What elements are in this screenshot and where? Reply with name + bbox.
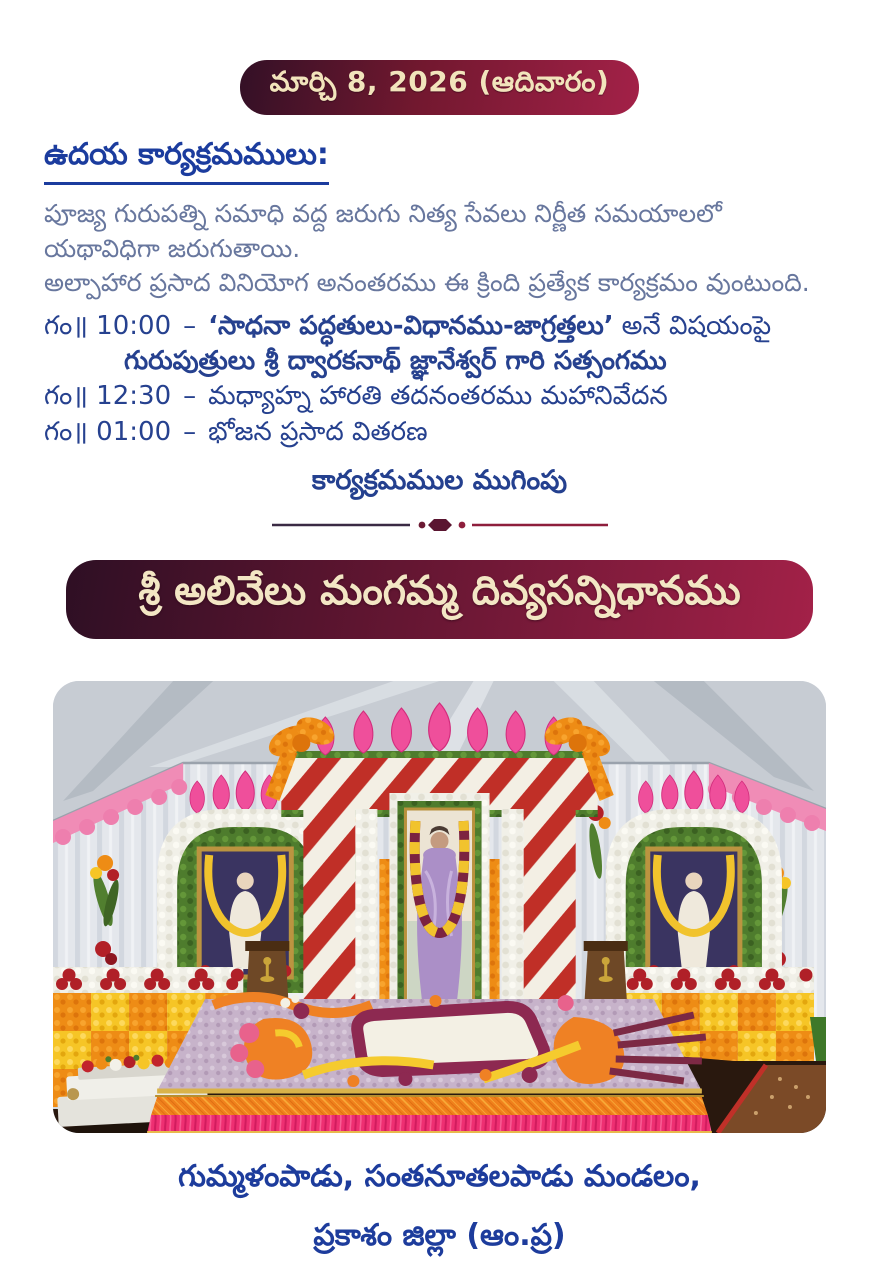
topic-suffix: అనే విషయంపై [621,310,772,341]
shrine-photo [53,681,826,1133]
intro-line: అల్పాహార ప్రసాద వినియోగ అనంతరము ఈ క్రింది ప్రత్యేక కార్యక్రమం వుంటుంది. [44,268,810,297]
schedule-item [44,379,835,414]
morning-programs-heading: ఉదయ కార్యక్రమములు: [44,137,329,185]
event-banner: శ్రీ అలివేలు మంగమ్మ దివ్యసన్నిధానము [66,560,813,639]
closing-line: కార్యక్రమముల ముగింపు [311,464,568,496]
schedule-text: భోజన ప్రసాద వితరణ [208,416,428,447]
location-line-1: గుమ్మళంపాడు, సంతనూతలపాడు మండలం, [178,1158,701,1194]
schedule-item [44,309,835,344]
time-label: గం॥ 10:00 [44,310,172,341]
shrine-photo-illustration [53,681,826,1133]
time-label: గం॥ 01:00 [44,416,172,447]
location-line-2: ప్రకాశం జిల్లా (ఆం.ప్ర) [313,1217,566,1253]
schedule-list [44,309,835,450]
dash: – [183,310,197,341]
divider-ornament-icon [270,514,610,536]
time-label: గం॥ 12:30 [44,381,172,412]
speaker-line: గురుపుత్రులు శ్రీ ద్వారకనాథ్ జ్ఞానేశ్వర్ గారి సత్సంగము [124,345,667,376]
dash: – [183,416,197,447]
intro-line: పూజ్య గురుపత్ని సమాధి వద్ద జరుగు నిత్య సేవలు నిర్ణీత సమయాలలో యథావిధిగా జరుగుతాయి. [44,199,722,263]
schedule-item [44,415,835,450]
dash: – [183,381,197,412]
topic-quote: ‘సాధనా పద్ధతులు-విధానము-జాగ్రత్తలు’ [208,310,614,341]
section-divider [0,514,879,536]
schedule-text: మధ్యాహ్న హారతి తదనంతరము మహానివేదన [208,381,668,412]
date-badge: మార్చి 8, 2026 (ఆదివారం) [240,60,640,115]
